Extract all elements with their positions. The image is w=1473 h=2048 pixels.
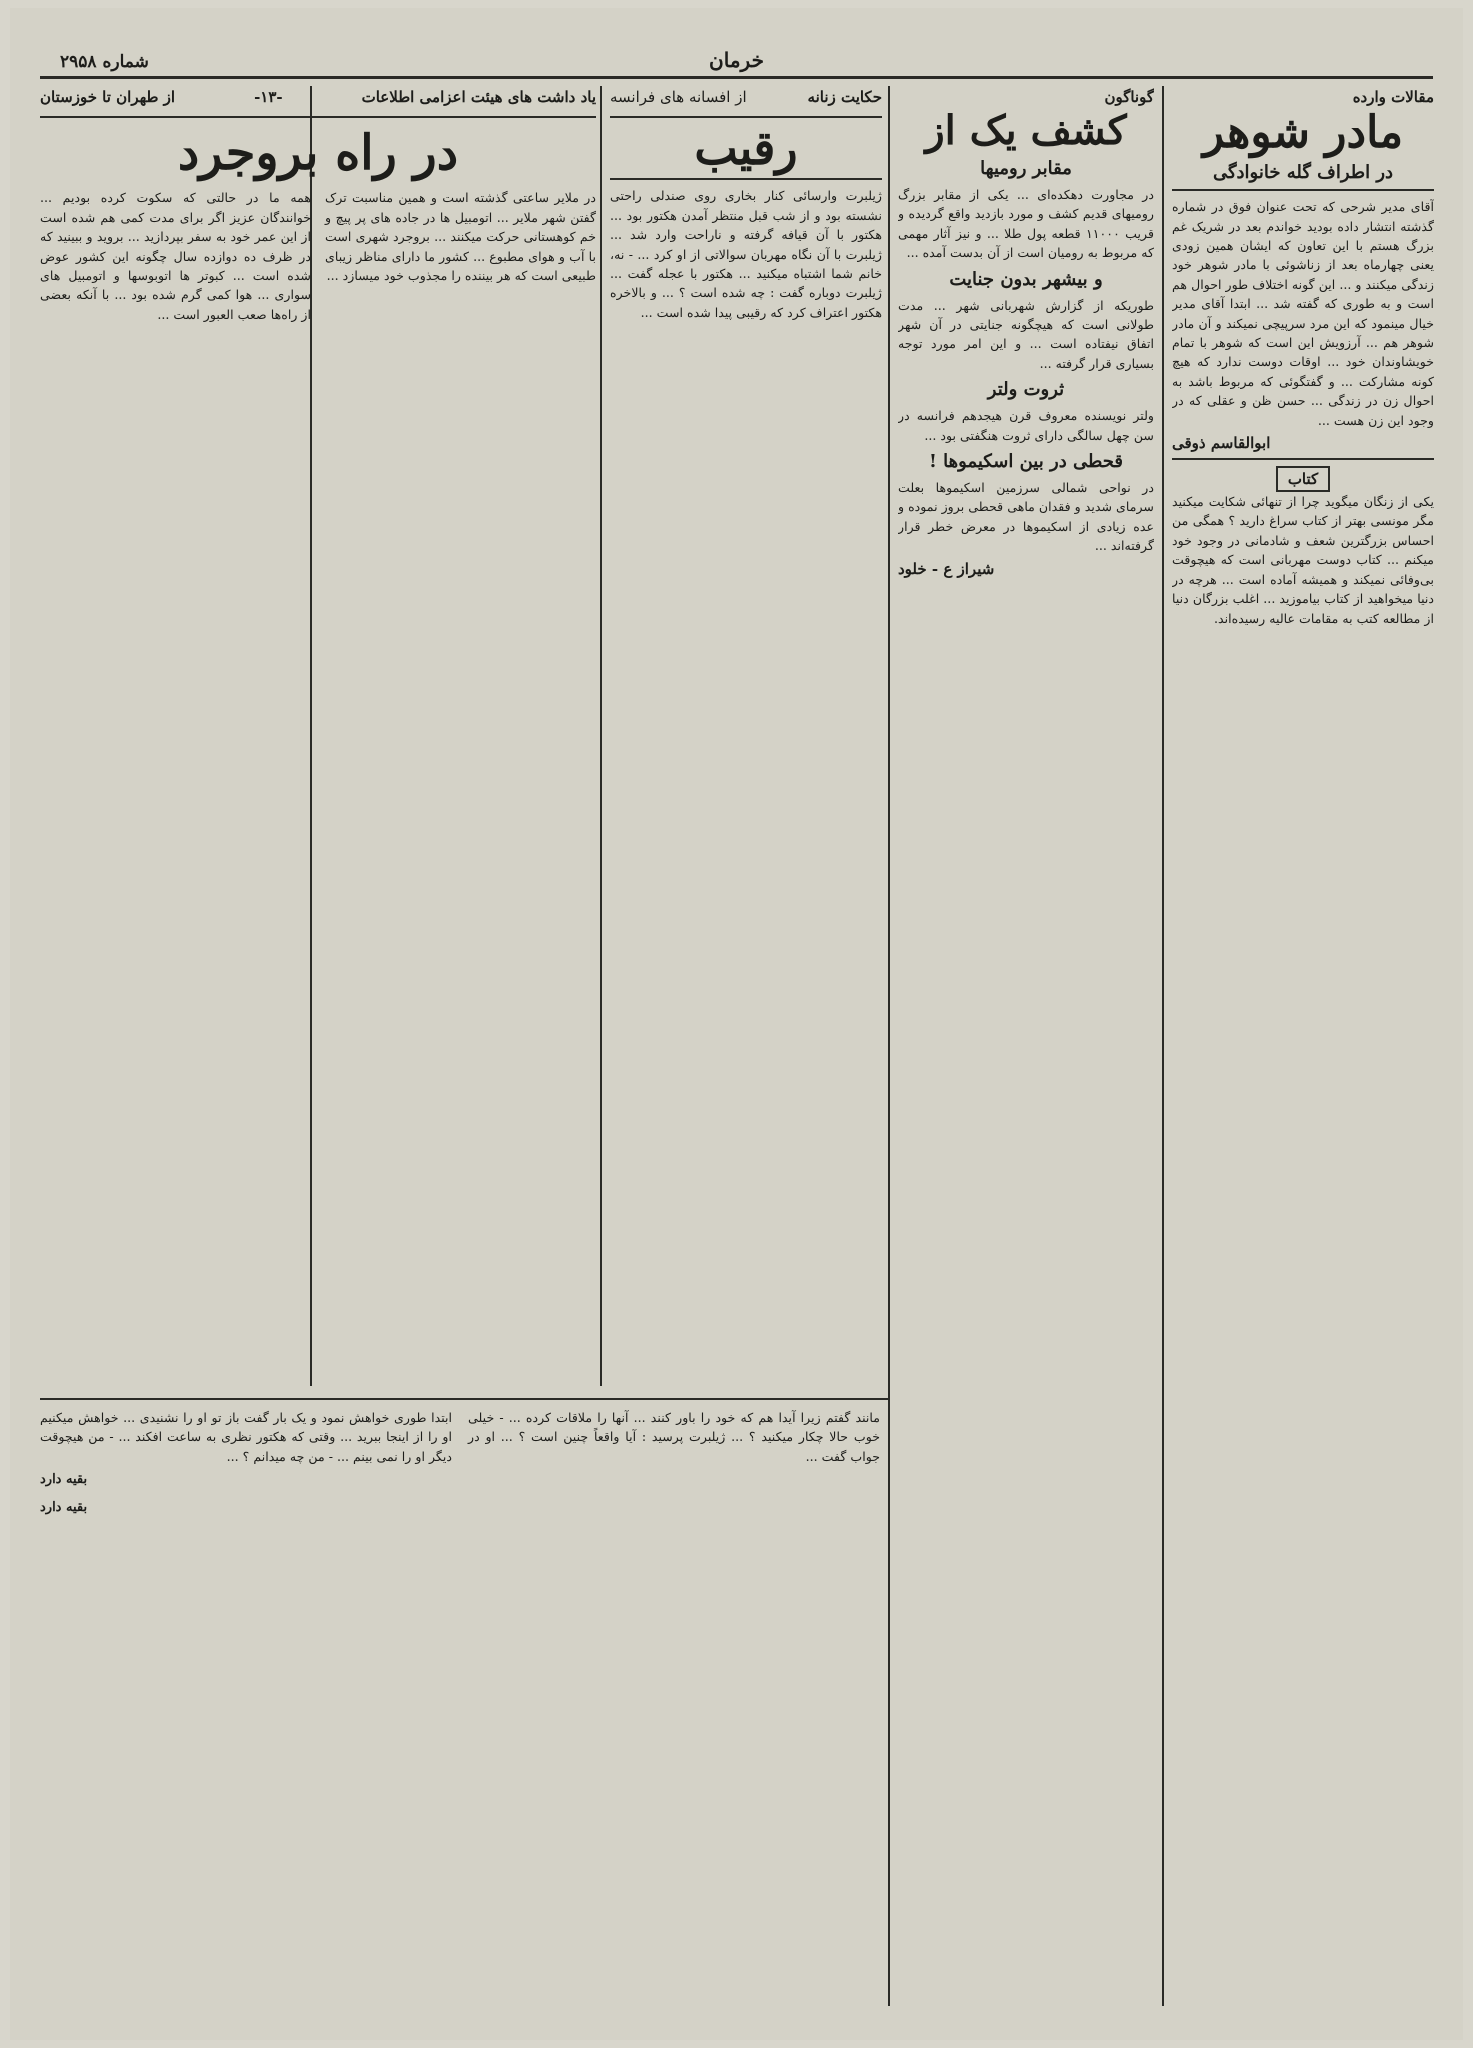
headline: مادر شوهر xyxy=(1202,107,1404,158)
horizontal-rule xyxy=(40,1398,888,1400)
divider xyxy=(40,116,596,118)
masthead xyxy=(40,46,1433,79)
author-signature: ابوالقاسم ذوقی xyxy=(1172,434,1271,453)
article-body: در ملایر ساعتی گذشته است و همین مناسبت ترک گفتن شهر ملایر ... اتومبیل ها در جاده های پر پیچ و خم کوهستانی حرکت میکنند ... بروجرد شهری است با آب و هوای مطبوع ... کشور ما دارای مناظر زیبای طبیعی است که هر بیننده را مجذوب خود میسازد ... xyxy=(325,190,596,284)
article-body: مانند گفتم زیرا آیدا هم که خود را باور کنند ... آنها را ملاقات کرده ... - خیلی خوب حالا چکار میکنید ؟ ... ژیلبرت پرسید : آیا واقعاً چنین است ؟ ... او در جواب گفت ... xyxy=(468,1410,880,1464)
divider xyxy=(1172,458,1434,460)
article-discovery xyxy=(898,88,1154,1988)
section-label: مقالات وارده xyxy=(1352,88,1434,106)
continued-label: بقیه دارد xyxy=(40,1500,88,1516)
paper-name: خرمان xyxy=(709,48,764,72)
divider xyxy=(610,178,882,180)
story-tag: از افسانه های فرانسه xyxy=(610,88,747,106)
article-body: ابتدا طوری خواهش نمود و یک بار گفت باز تو او را نشنیدی ... خواهش میکنیم او را از اینجا ببرید ... وقتی که هکتور نظری به ساعت افکند ... - من هیچوقت دیگر او را نمی بینم ... - من چه میدانم ؟ ... xyxy=(40,1410,452,1464)
issue-number: شماره ۲۹۵۸ xyxy=(60,52,149,72)
subheadline: ثروت ولتر xyxy=(987,379,1065,401)
article-bottom-story xyxy=(40,1408,880,2008)
subheadline: قحطی در بین اسکیموها ! xyxy=(929,451,1123,473)
column-rule xyxy=(888,86,890,2006)
article-body: در مجاورت دهکده‌ای ... یکی از مقابر بزرگ رومیهای قدیم کشف و مورد بازدید واقع گردیده و قریب ۱۱۰۰۰ قطعه پول طلا ... و نیز آثار مهمی که مربوط به رومیان است از آن بدست آمده ... xyxy=(898,187,1154,261)
article-body: آقای مدیر شرحی که تحت عنوان فوق در شماره گذشته انتشار داده بودید خواندم بعد در شریک غم بزرگ هستم با این تعاون که ایشان همین زودی یعنی چهارماه بعد از زناشوئی با مادر شوهر خود زندگی میکنند و ... این گونه اختلاف طور احوال هم است و به طوری که گفته شد ... ابتدا آقای مدیر خیال مینمود که این مرد سرپیچی نمیکند و آن مادر شوهر هم ... آرزویش این است که شوهر با تمام خویشاوندان خود ... اوقات دوست ندارد که هیچ کونه مشارکت ... و گفتگوئی که مربوط باشد به احوال زن در زندگی ... حسن ظن و عقلی که در وجود این زن هست ... xyxy=(1172,199,1434,428)
continued-label: بقیه دارد xyxy=(40,1472,88,1488)
headline: کشف یک از xyxy=(925,107,1127,154)
author-signature: شیراز ع - خلود xyxy=(898,559,995,578)
article-body: همه ما در حالتی که سکوت کرده بودیم ... خوانندگان عزیز اگر برای مدت کمی هم شده است از این عمر خود به سفر بپردازید ... بروید و ببینید که در ظرف ده دوازده سال چگونه این کشور عوض شده است ... کبوتر ها اتوبوسها و اتومبیل های سواری ... هوا کمی گرم شده بود ... با آنکه بعضی از راه‌ها صعب العبور است ... xyxy=(40,190,311,322)
divider xyxy=(610,116,882,118)
article-body: ژیلبرت وارسائی کنار بخاری روی صندلی راحتی نشسته بود و از شب قبل منتظر آمدن هکتور بود ... هکتور با آن قیافه گرفته و ناراحت وارد شد ... ژیلبرت با آن نگاه مهربان سوالاتی از او کرد ... - نه، خانم شما اشتباه میکنید ... هکتور با عجله گفت ... ژیلبرت دوباره گفت : چه شده است ؟ ... و بالاخره هکتور اعتراف کرد که رقیبی پیدا شده است ... xyxy=(610,188,882,320)
subheadline: در اطراف گله خانوادگی xyxy=(1212,162,1394,184)
article-body: طوریکه از گزارش شهربانی شهر ... مدت طولانی است که هیچگونه جنایتی در آن شهر اتفاق نیفتاده است ... و این امر مورد توجه بسیاری قرار گرفته ... xyxy=(898,297,1154,371)
section-label: گوناگون xyxy=(1104,88,1154,106)
section-label: یاد داشت های هیئت اعزامی اطلاعات xyxy=(361,88,596,106)
newspaper-page xyxy=(10,8,1463,2040)
page-number: -۱۳- xyxy=(254,88,283,106)
article-body: ولتر نویسنده معروف قرن هیجدهم فرانسه در سن چهل سالگی دارای ثروت هنگفتی بود ... xyxy=(898,408,1154,443)
subheadline: و بیشهر بدون جنایت xyxy=(949,268,1103,290)
column-rule xyxy=(1162,86,1164,2006)
route-label: از طهران تا خوزستان xyxy=(40,88,176,106)
article-council-notes xyxy=(40,88,596,1388)
headline: در راه بروجرد xyxy=(177,125,459,181)
article-mother-in-law xyxy=(1172,88,1434,1988)
section-badge: کتاب xyxy=(1276,466,1330,492)
article-body: یکی از زنگان میگوید چرا از تنهائی شکایت میکنید مگر مونسی بهتر از کتاب سراغ دارید ؟ همگی من احساس بزرگترین شعف و شادمانی در وجود خود میکنم ... کتاب دوست مهربانی است که هیچوقت بی‌وفائی نمیکند و همیشه آماده است ... هرچه در دنیا میخواهید از کتاب بیاموزید ... اغلب بزرگان دنیا از مطالعه کتب به مقامات عالیه رسیده‌اند. xyxy=(1172,494,1434,626)
column-rule xyxy=(600,86,602,1386)
article-rival xyxy=(610,88,882,1388)
section-label: حکایت زنانه xyxy=(807,88,882,106)
article-body: در نواحی شمالی سرزمین اسکیموها بعلت سرمای شدید و فقدان ماهی قحطی بروز نموده و عده زیادی از اسکیموها در معرض خطر قرار گرفته‌اند ... xyxy=(898,480,1154,554)
subheadline: مقابر رومیها xyxy=(980,158,1072,179)
divider xyxy=(1172,189,1434,191)
headline: رقیب xyxy=(694,121,798,175)
